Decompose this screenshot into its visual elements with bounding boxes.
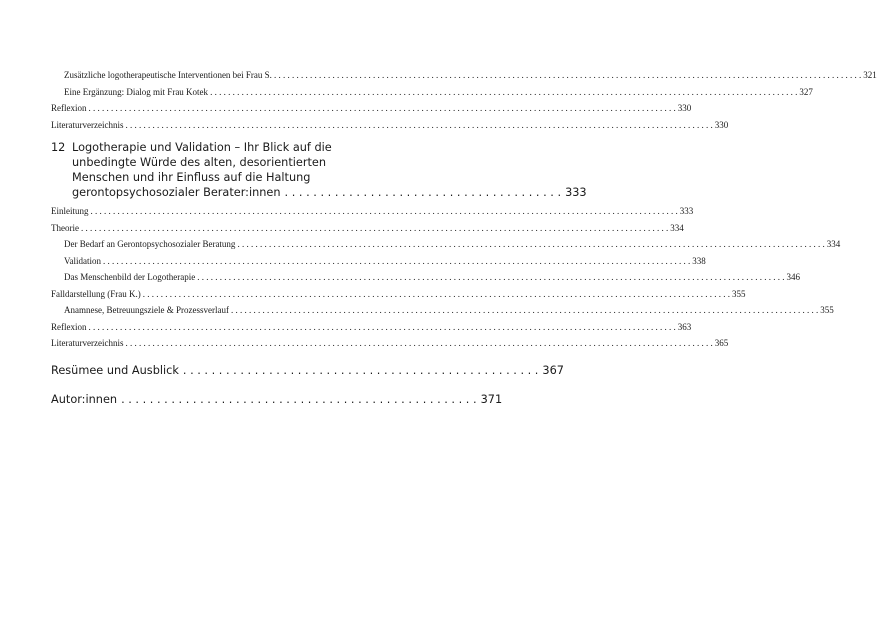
- toc-entry-label: Das Menschenbild der Logotherapie: [64, 272, 196, 282]
- leader-dots: [89, 203, 680, 220]
- leader-dots: [123, 335, 714, 352]
- toc-entry: [51, 302, 834, 319]
- leader-dots: [229, 302, 820, 319]
- toc-entry-label: Eine Ergänzung: Dialog mit Frau Kotek: [64, 86, 209, 97]
- leader-dots: [123, 117, 714, 134]
- table-of-contents: [51, 67, 877, 407]
- toc-entry-page: 330: [714, 119, 729, 130]
- leader-dots: [117, 392, 481, 407]
- leader-dots: [235, 236, 826, 253]
- leader-dots: [208, 84, 799, 101]
- toc-entry-label: Theorie: [51, 222, 79, 233]
- chapter-title-lastline: [72, 185, 587, 200]
- leader-dots: [179, 363, 543, 378]
- toc-entry: [51, 84, 813, 101]
- toc-major-entry-resumee: [51, 363, 564, 378]
- leader-dots: [79, 220, 670, 237]
- toc-entry-page: 365: [714, 338, 729, 348]
- leader-dots: [141, 286, 732, 303]
- toc-entry-label: Reflexion: [51, 321, 87, 332]
- toc-entry-page: 355: [820, 305, 834, 315]
- chapter-title-line: Menschen und ihr Einfluss auf die Haltung: [72, 171, 311, 184]
- toc-entry: [51, 100, 692, 117]
- toc-entry-label: Reflexion: [51, 103, 87, 113]
- toc-entry-label: Literaturverzeichnis: [51, 338, 124, 348]
- toc-entry-page: 321: [863, 70, 877, 80]
- toc-major-label: Resümee und Ausblick: [51, 363, 179, 377]
- chapter-title-line: gerontopsychosozialer Berater:innen: [72, 186, 281, 199]
- toc-major-page: 367: [542, 363, 564, 377]
- chapter-title-line: Logotherapie und Validation – Ihr Blick auf die: [72, 141, 332, 154]
- leader-dots: [87, 319, 678, 336]
- toc-entry-label: Der Bedarf an Gerontopsychosozialer Beratung: [64, 239, 236, 249]
- toc-entry-page: 355: [731, 288, 746, 299]
- toc-entry-label: Falldarstellung (Frau K.): [51, 288, 141, 299]
- leader-dots: [87, 100, 678, 117]
- toc-entry-page: 346: [786, 272, 800, 282]
- toc-entry: [51, 117, 729, 134]
- toc-entry: [51, 253, 706, 270]
- toc-entry: [51, 236, 841, 253]
- toc-entry-page: 334: [670, 222, 684, 233]
- leader-dots: [101, 253, 692, 270]
- toc-entry: [51, 203, 694, 220]
- toc-entry-label: Validation: [64, 255, 101, 266]
- toc-entry-label: Einleitung: [51, 206, 89, 216]
- leader-dots: [281, 185, 566, 200]
- chapter-title-line: unbedingte Würde des alten, desorientierten: [72, 156, 327, 169]
- toc-entry: [51, 220, 684, 237]
- chapter-title: [72, 140, 587, 200]
- toc-entry-page: 338: [692, 255, 706, 266]
- chapter-number: 12: [51, 141, 66, 154]
- toc-entry: [51, 319, 692, 336]
- leader-dots: [195, 269, 786, 286]
- toc-major-label: Autor:innen: [51, 392, 118, 406]
- toc-entry-label: Literaturverzeichnis: [51, 119, 124, 130]
- toc-entry: [51, 286, 746, 303]
- toc-entry-page: 333: [679, 206, 694, 216]
- toc-entry-page: 330: [677, 103, 692, 113]
- leader-dots: [272, 67, 863, 84]
- toc-entry: [51, 335, 729, 352]
- chapter-page: 333: [565, 186, 587, 199]
- toc-entry: [51, 67, 877, 84]
- toc-entry: [51, 269, 800, 286]
- toc-entry-page: 334: [826, 239, 841, 249]
- toc-major-entry-autoren: [51, 392, 503, 407]
- toc-entry-label: Zusätzliche logotherapeutische Interventionen bei Frau S.: [64, 70, 272, 80]
- toc-entry-page: 363: [677, 321, 692, 332]
- toc-entry-label: Anamnese, Betreuungsziele & Prozessverlauf: [64, 305, 229, 315]
- toc-section-chapter: [51, 203, 841, 352]
- chapter-heading: [51, 140, 587, 200]
- toc-entry-page: 327: [799, 86, 813, 97]
- toc-section-top: [51, 67, 877, 133]
- toc-major-page: 371: [480, 392, 503, 406]
